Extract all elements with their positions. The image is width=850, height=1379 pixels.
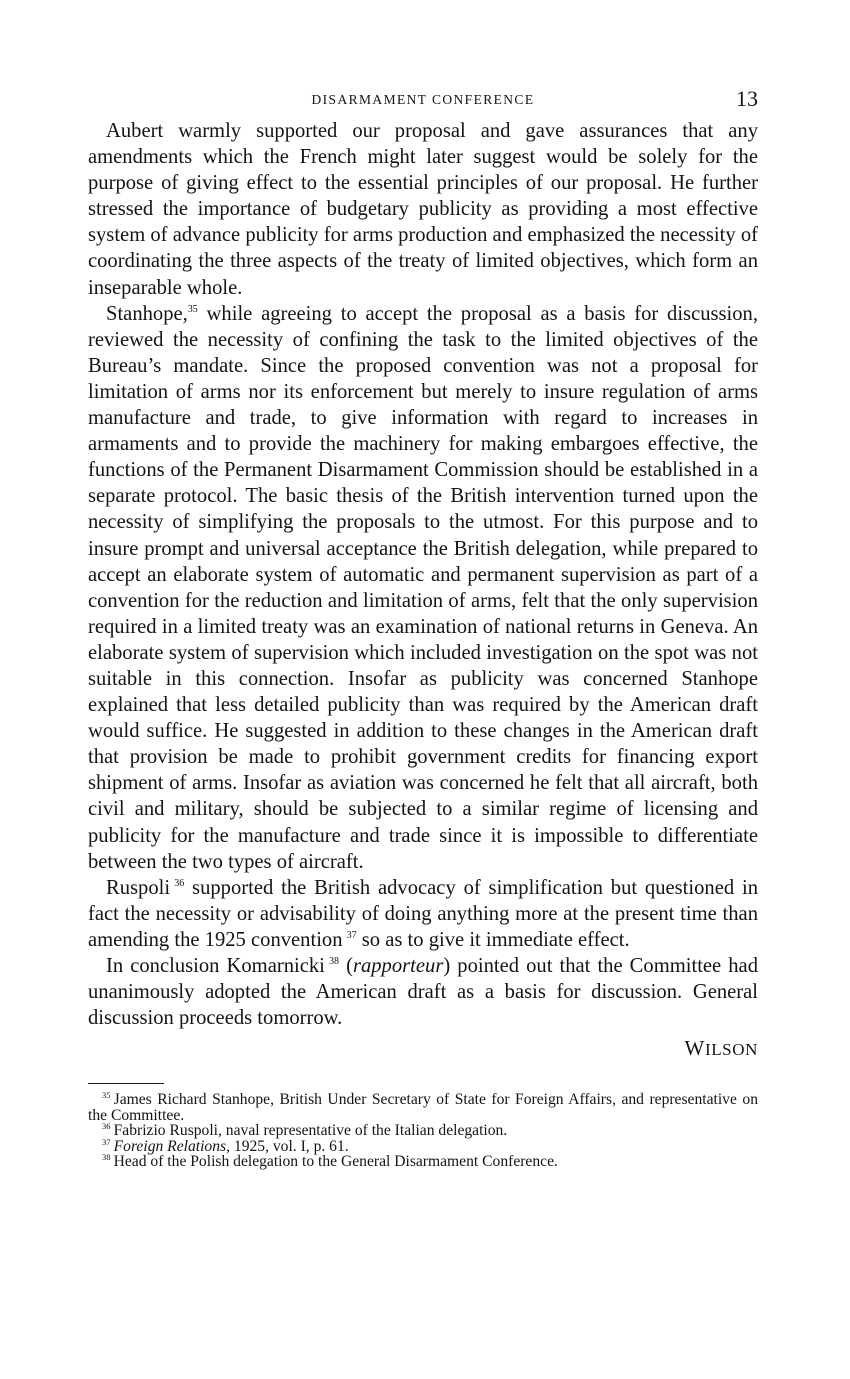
footnote-37 xyxy=(88,1136,758,1155)
paragraph-text: Aubert warmly supported our proposal and gave assurances that any amendments which the French might later suggest would be solely for the purpose of giving effect to the essential principles of our proposal. He further stressed the importance of budgetary publicity as providing a most effective system of advance publicity for arms production and emphasized the necessity of coordinating the three aspects of the treaty of limited objectives, which form an inseparable whole. xyxy=(88,120,758,299)
footnote-text: James Richard Stanhope, British Under Secretary of State for Foreign Affairs, and representative on the Committee. xyxy=(88,1091,758,1124)
running-header xyxy=(88,86,758,116)
paragraph-text: supported the British advocacy of simplification but questioned in fact the necessity or advisability of doing anything more at the present time than amending the 1925 convention xyxy=(88,876,758,951)
footnote-ref-35[interactable]: 35 xyxy=(187,303,198,315)
footnote-36 xyxy=(88,1120,758,1140)
footnote-ref-37[interactable]: 37 xyxy=(346,930,357,942)
paragraph-text: while agreeing to accept the proposal as a basis for discussion, reviewed the necessity of confining the task to the limited objectives of the Bureau’s mandate. Since the proposed convention was not a proposal for limitation of arms nor its enforcement but merely to insure regulation of arms manufacture and trade, to give information with regard to increases in armaments and to provide the machinery for making embargoes effective, the functions of the Permanent Disarmament Commission should be established in a separate protocol. The basic thesis of the British intervention turned upon the necessity of simplifying the proposals to the utmost. For this purpose and to insure prompt and universal acceptance the British delegation, while prepared to accept an elaborate system of automatic and permanent supervision as part of a convention for the reduction and limitation of arms, felt that the only supervision required in a limited treaty was an examination of national returns in Geneva. An elaborate system of supervision which included investigation on the spot was not suitable in this connection. Insofar as publicity was concerned Stanhope explained that less detailed publicity than was required by the American draft would suffice. He suggested in addition to these changes in the American draft that provision be made to prohibit government credits for financing export shipment of arms. Insofar as aviation was concerned he felt that all aircraft, both civil and military, should be subjected to a similar regime of licensing and publicity for the manufacture and trade since it is impossible to differentiate between the two types of aircraft. xyxy=(88,302,758,873)
paragraph-lead: Stanhope, xyxy=(106,302,188,325)
running-title: DISARMAMENT CONFERENCE xyxy=(311,92,535,107)
document-page xyxy=(88,86,758,1169)
paragraph-lead: In conclusion Komarnicki xyxy=(106,955,325,977)
paragraph-komarnicki: In conclusion Komarnicki $^{38}$ (rapporteur) pointed out that the Committee had unanimously adopted the American draft as a basis for discussion. General discussion proceeds tomorrow. xyxy=(88,955,758,1030)
paragraph-text-end: so as to give it immediate effect. xyxy=(356,928,630,951)
paragraph-stanhope xyxy=(88,301,758,875)
footnotes xyxy=(88,1092,758,1169)
signature-initial: W xyxy=(684,1036,705,1061)
rapporteur-term: rapporteur xyxy=(352,955,444,977)
footnote-number: 35 xyxy=(102,1090,111,1101)
footnote-text: , 1925, vol. I, p. 61. xyxy=(226,1137,349,1155)
footnote-38 xyxy=(88,1151,758,1170)
footnote-italic: Foreign Relations xyxy=(113,1137,227,1155)
signature xyxy=(88,1035,758,1063)
footnote-text: Fabrizio Ruspoli, naval representative of the Italian delegation. xyxy=(113,1122,508,1140)
body-text xyxy=(88,118,758,1063)
footnote-number: 37 xyxy=(102,1136,111,1147)
footnote-ref-38[interactable]: 38 xyxy=(329,956,340,968)
paragraph-text: ) pointed out that the Committee had unanimously adopted the American draft as a basis for discussion. General discussion proceeds tomorrow. xyxy=(88,955,758,1030)
paragraph-ruspoli xyxy=(88,875,758,953)
paragraph-aubert xyxy=(88,118,758,301)
footnote-text: Head of the Polish delegation to the General Disarmament Conference. xyxy=(113,1152,558,1170)
footnote-divider xyxy=(88,1083,164,1084)
paragraph-lead: Ruspoli xyxy=(106,876,171,899)
page-number: 13 xyxy=(736,86,758,111)
footnote-number: 36 xyxy=(102,1120,111,1131)
footnote-number: 38 xyxy=(102,1151,111,1162)
signature-rest: ILSON xyxy=(704,1040,758,1060)
footnote-ref-36[interactable]: 36 xyxy=(174,877,185,889)
footnote-35 xyxy=(88,1092,758,1123)
